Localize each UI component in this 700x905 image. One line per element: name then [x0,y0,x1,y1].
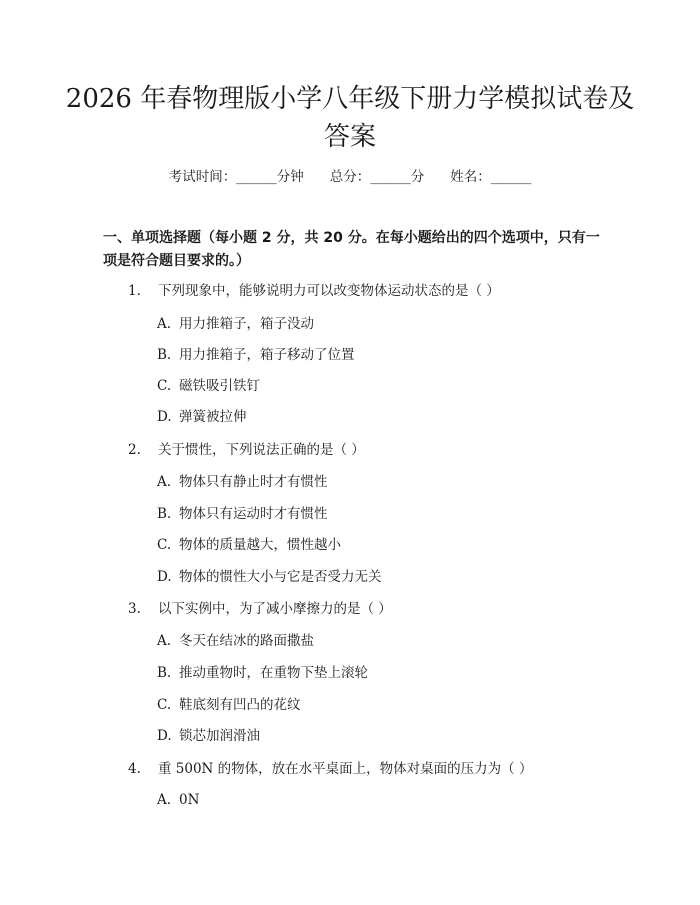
exam-info-line [0,166,700,188]
question-text: 以下实例中，为了减小摩擦力的是（ ） [158,601,392,617]
option-text: 物体的惯性大小与它是否受力无关 [179,569,382,585]
option-3a [157,630,314,652]
option-letter: B. [157,347,172,363]
student-name-field: 姓名：______ [450,169,532,185]
question-number: 1. [128,283,141,299]
option-2c [157,534,341,556]
option-text: 冬天在结冰的路面撒盐 [179,633,314,649]
option-3c [157,694,301,716]
option-text: 用力推箱子，箱子移动了位置 [179,347,355,363]
option-text: 用力推箱子，箱子没动 [179,316,314,332]
option-text: 0N [179,792,200,808]
option-text: 物体的质量越大，惯性越小 [179,537,341,553]
question-1 [128,280,500,302]
option-letter: D. [157,409,172,425]
section-heading: 一、单项选择题（每小题 2 分，共 20 分。在每小题给出的四个选项中，只有一项是符合题目要求的。） [103,230,600,269]
option-letter: C. [157,697,172,713]
option-text: 物体只有静止时才有惯性 [179,474,328,490]
exam-time-field: 考试时间：______分钟 [168,169,304,185]
exam-title: 2026 年春物理版小学八年级下册力学模拟试卷及答案 [65,84,635,152]
option-letter: C. [157,537,172,553]
option-letter: A. [157,474,172,490]
question-3 [128,598,392,620]
option-3d [157,725,260,747]
option-1b [157,344,355,366]
option-2a [157,471,328,493]
option-text: 鞋底刻有凹凸的花纹 [179,697,301,713]
option-2b [157,503,328,525]
option-letter: D. [157,569,172,585]
option-4a [157,789,199,811]
question-number: 2. [128,442,141,458]
option-letter: A. [157,316,172,332]
question-number: 3. [128,601,141,617]
option-2d [157,566,382,588]
question-number: 4. [128,761,141,777]
option-letter: B. [157,506,172,522]
question-text: 关于惯性，下列说法正确的是（ ） [158,442,365,458]
option-letter: D. [157,728,172,744]
question-text: 下列现象中，能够说明力可以改变物体运动状态的是（ ） [158,283,500,299]
option-letter: C. [157,378,172,394]
option-text: 磁铁吸引铁钉 [179,378,260,394]
option-1d [157,406,247,428]
option-letter: B. [157,665,172,681]
option-1c [157,375,260,397]
option-text: 弹簧被拉伸 [179,409,247,425]
option-3b [157,662,368,684]
option-text: 物体只有运动时才有惯性 [179,506,328,522]
option-text: 锁芯加润滑油 [179,728,260,744]
question-text: 重 500N 的物体，放在水平桌面上，物体对桌面的压力为（ ） [158,761,533,777]
option-letter: A. [157,633,172,649]
total-score-field: 总分：______分 [329,169,425,185]
option-text: 推动重物时，在重物下垫上滚轮 [179,665,368,681]
option-letter: A. [157,792,172,808]
question-2 [128,439,365,461]
option-1a [157,313,314,335]
question-4 [128,758,532,780]
